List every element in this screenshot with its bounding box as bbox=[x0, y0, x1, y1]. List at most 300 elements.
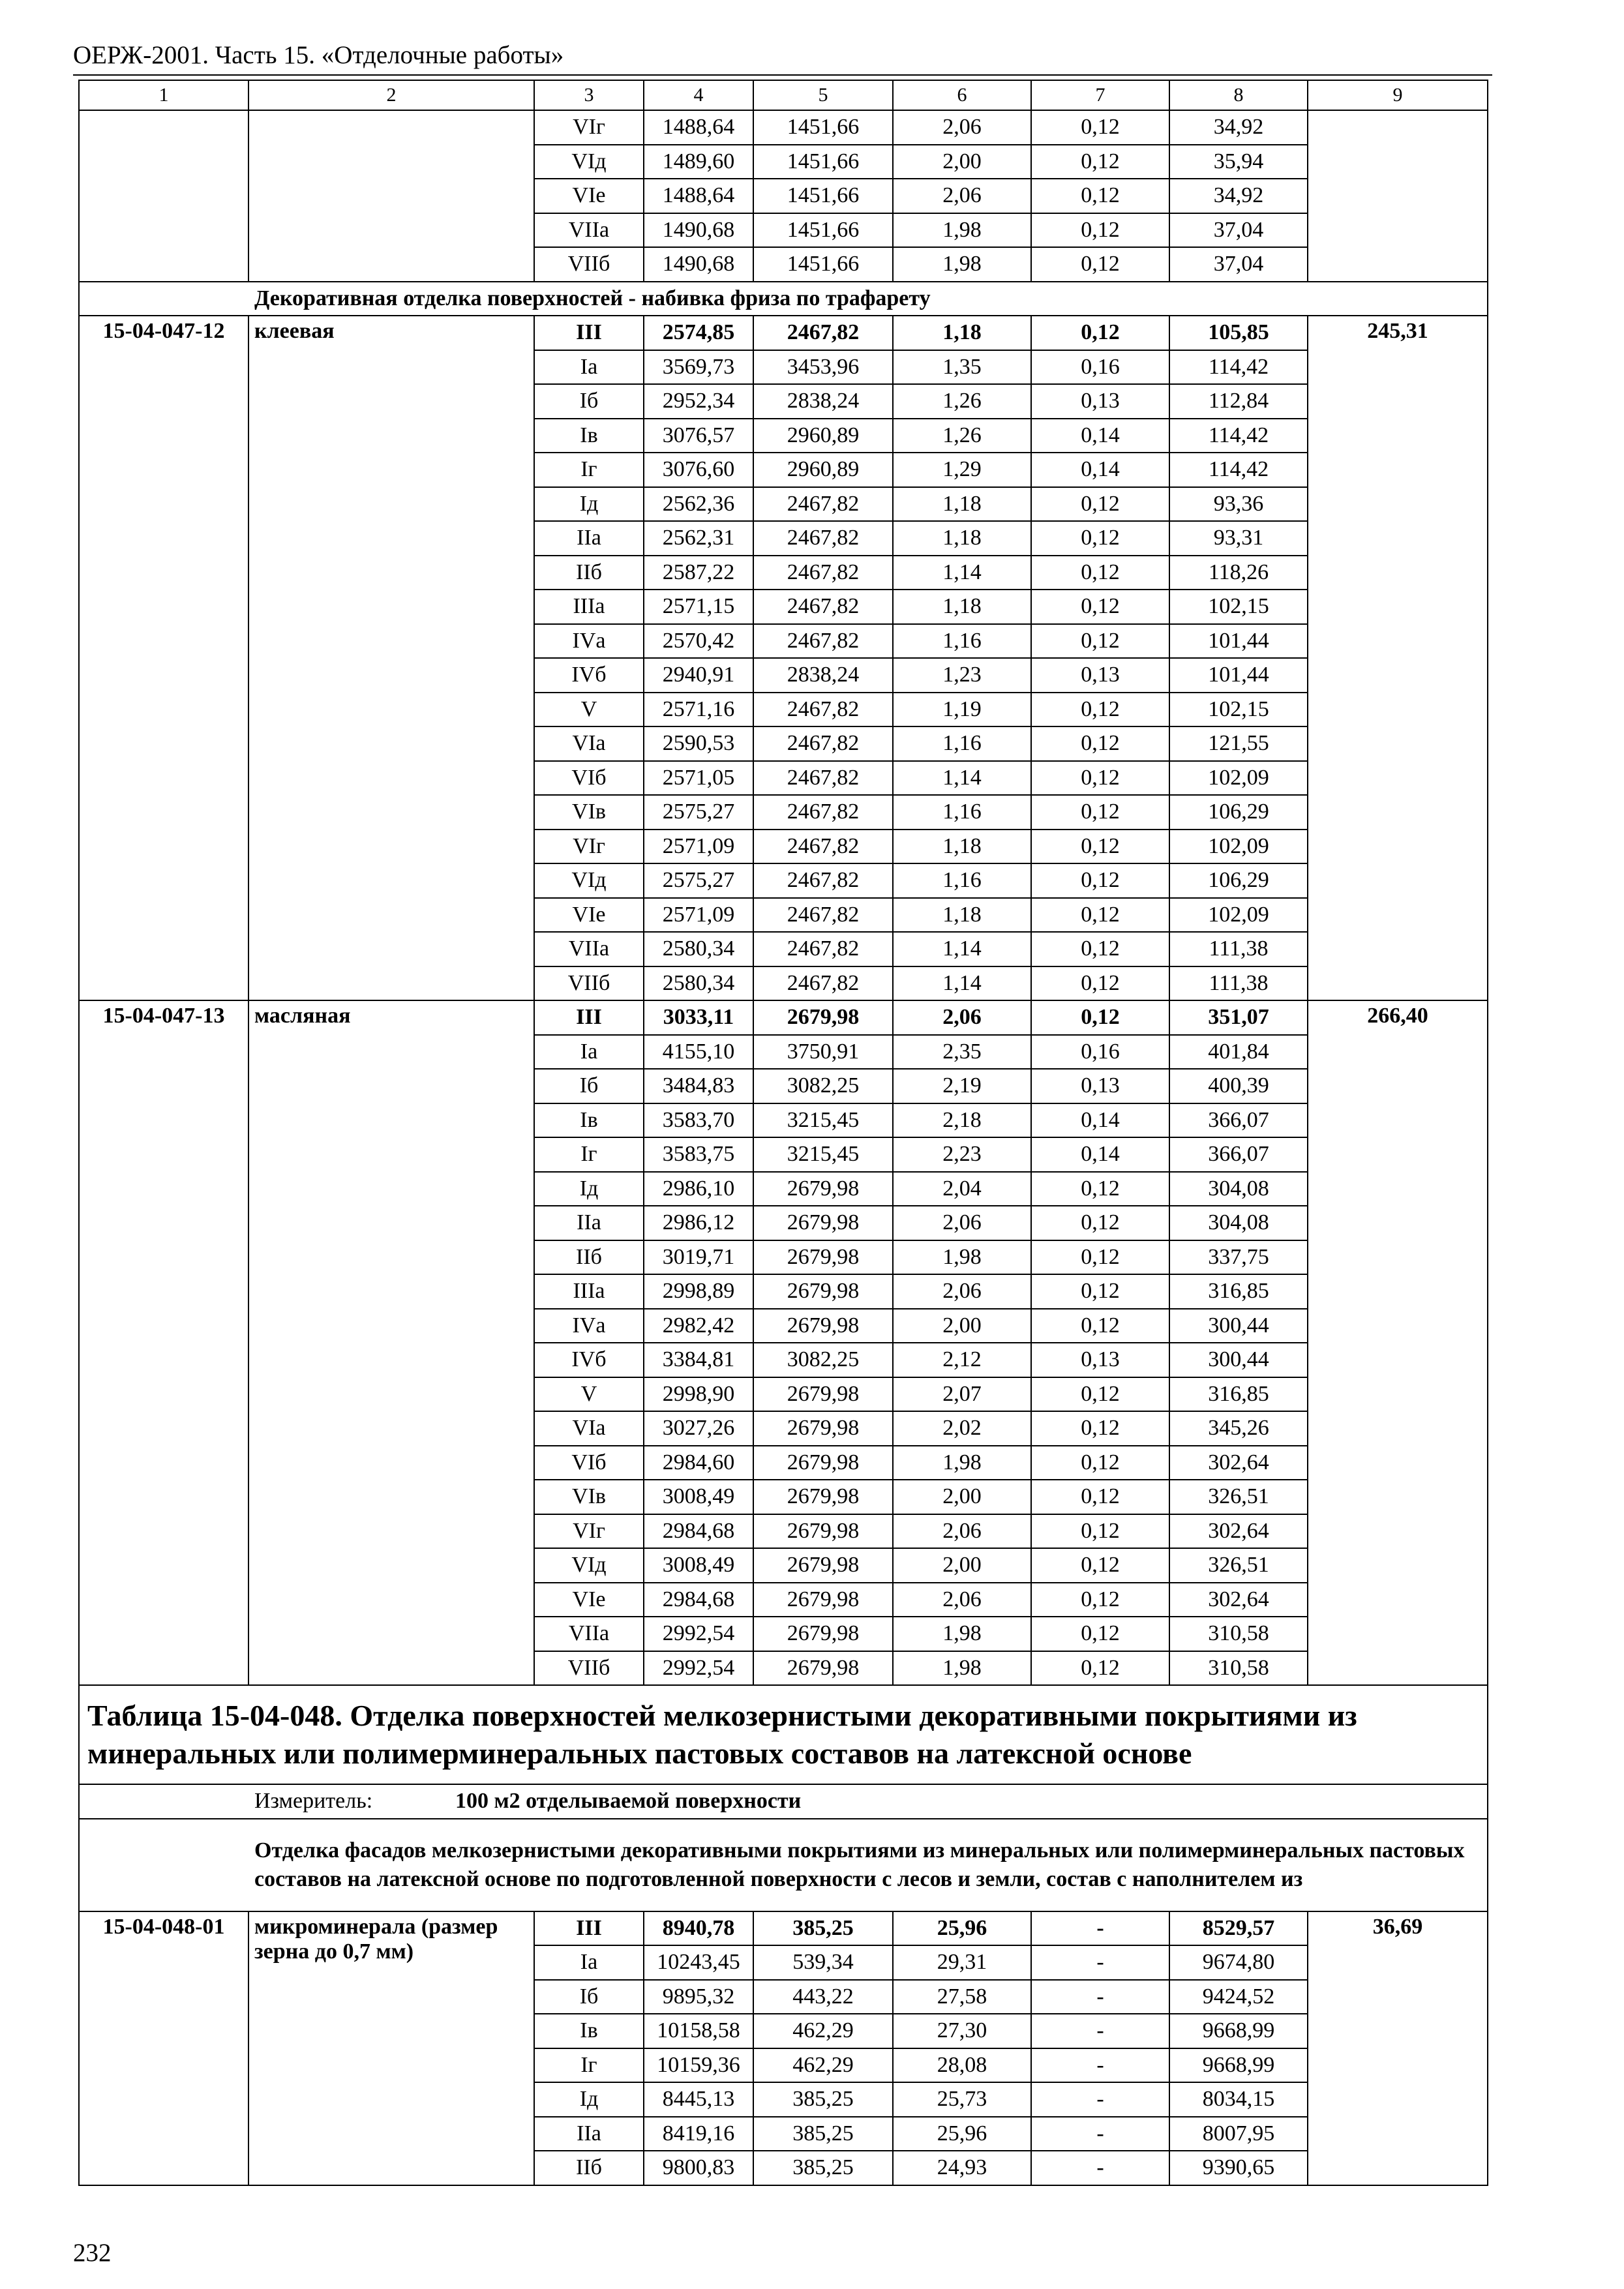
materials-cell: 114,42 bbox=[1169, 419, 1308, 453]
wage-cell: 2679,98 bbox=[753, 1377, 893, 1412]
direct-cost-cell: 3033,11 bbox=[644, 1000, 753, 1035]
materials-cell: 111,38 bbox=[1169, 932, 1308, 966]
page-number: 232 bbox=[73, 2239, 112, 2267]
materials-cell: 9674,80 bbox=[1169, 1945, 1308, 1980]
code-cell: 15-04-047-13 bbox=[79, 1000, 248, 1685]
machine-cell: 25,96 bbox=[893, 2117, 1031, 2151]
column-number-row bbox=[79, 80, 1488, 110]
machine-cell: 2,06 bbox=[893, 1583, 1031, 1617]
operator-wage-cell: 0,12 bbox=[1031, 1583, 1169, 1617]
direct-cost-cell: 2575,27 bbox=[644, 795, 753, 830]
direct-cost-cell: 3027,26 bbox=[644, 1411, 753, 1446]
class-cell: Iг bbox=[534, 453, 644, 487]
operator-wage-cell: 0,12 bbox=[1031, 932, 1169, 966]
machine-cell: 2,06 bbox=[893, 1274, 1031, 1309]
code-cell: 15-04-047-12 bbox=[79, 316, 248, 1000]
direct-cost-cell: 2570,42 bbox=[644, 624, 753, 659]
direct-cost-cell: 2992,54 bbox=[644, 1651, 753, 1686]
operator-wage-cell: 0,12 bbox=[1031, 761, 1169, 796]
materials-cell: 9424,52 bbox=[1169, 1980, 1308, 2014]
operator-wage-cell: 0,12 bbox=[1031, 1411, 1169, 1446]
class-cell: III bbox=[534, 1911, 644, 1946]
wage-cell: 3750,91 bbox=[753, 1035, 893, 1070]
machine-cell: 1,98 bbox=[893, 1617, 1031, 1651]
direct-cost-cell: 8940,78 bbox=[644, 1911, 753, 1946]
class-cell: V bbox=[534, 693, 644, 727]
class-cell: IVб bbox=[534, 658, 644, 693]
class-cell: VIе bbox=[534, 179, 644, 213]
wage-cell: 2467,82 bbox=[753, 761, 893, 796]
class-cell: VIа bbox=[534, 1411, 644, 1446]
materials-cell: 37,04 bbox=[1169, 213, 1308, 248]
materials-cell: 102,15 bbox=[1169, 590, 1308, 624]
class-cell: VIIа bbox=[534, 932, 644, 966]
class-cell: IVб bbox=[534, 1343, 644, 1377]
materials-cell: 9668,99 bbox=[1169, 2014, 1308, 2048]
wage-cell: 1451,66 bbox=[753, 213, 893, 248]
class-cell: IVа bbox=[534, 1309, 644, 1343]
materials-cell: 366,07 bbox=[1169, 1137, 1308, 1172]
operator-wage-cell: 0,12 bbox=[1031, 795, 1169, 830]
machine-cell: 1,98 bbox=[893, 213, 1031, 248]
materials-cell: 337,75 bbox=[1169, 1240, 1308, 1275]
direct-cost-cell: 8419,16 bbox=[644, 2117, 753, 2151]
machine-cell: 1,14 bbox=[893, 556, 1031, 590]
machine-cell: 1,98 bbox=[893, 247, 1031, 282]
machine-cell: 1,26 bbox=[893, 419, 1031, 453]
direct-cost-cell: 3569,73 bbox=[644, 350, 753, 385]
class-cell: Iд bbox=[534, 1172, 644, 1206]
wage-cell: 2467,82 bbox=[753, 316, 893, 350]
page-header: ОЕРЖ-2001. Часть 15. «Отделочные работы» bbox=[73, 41, 564, 69]
machine-cell: 1,98 bbox=[893, 1651, 1031, 1686]
materials-cell: 93,36 bbox=[1169, 487, 1308, 522]
machine-cell: 1,26 bbox=[893, 384, 1031, 419]
machine-cell: 1,18 bbox=[893, 830, 1031, 864]
class-cell: Iб bbox=[534, 384, 644, 419]
direct-cost-cell: 2998,89 bbox=[644, 1274, 753, 1309]
operator-wage-cell: 0,12 bbox=[1031, 863, 1169, 898]
operator-wage-cell: 0,12 bbox=[1031, 1172, 1169, 1206]
machine-cell: 1,23 bbox=[893, 658, 1031, 693]
direct-cost-cell: 2571,05 bbox=[644, 761, 753, 796]
wage-cell: 2467,82 bbox=[753, 726, 893, 761]
operator-wage-cell: 0,12 bbox=[1031, 145, 1169, 179]
direct-cost-cell: 3008,49 bbox=[644, 1480, 753, 1514]
materials-cell: 106,29 bbox=[1169, 863, 1308, 898]
machine-cell: 2,06 bbox=[893, 1000, 1031, 1035]
operator-wage-cell: 0,12 bbox=[1031, 247, 1169, 282]
class-cell: Iб bbox=[534, 1069, 644, 1103]
direct-cost-cell: 1488,64 bbox=[644, 179, 753, 213]
class-cell: IIа bbox=[534, 1206, 644, 1240]
wage-cell: 2679,98 bbox=[753, 1274, 893, 1309]
table-title-row bbox=[79, 1685, 1488, 1784]
materials-cell: 304,08 bbox=[1169, 1172, 1308, 1206]
materials-cell: 102,09 bbox=[1169, 898, 1308, 933]
machine-cell: 2,06 bbox=[893, 1514, 1031, 1549]
meter-value: 100 м2 отделываемой поверхности bbox=[455, 1789, 802, 1814]
operator-wage-cell: 0,12 bbox=[1031, 487, 1169, 522]
direct-cost-cell: 9895,32 bbox=[644, 1980, 753, 2014]
operator-wage-cell: 0,12 bbox=[1031, 590, 1169, 624]
wage-cell: 2467,82 bbox=[753, 521, 893, 556]
machine-cell: 24,93 bbox=[893, 2151, 1031, 2185]
direct-cost-cell: 2571,15 bbox=[644, 590, 753, 624]
operator-wage-cell: 0,16 bbox=[1031, 1035, 1169, 1070]
materials-cell: 102,15 bbox=[1169, 693, 1308, 727]
direct-cost-cell: 10159,36 bbox=[644, 2048, 753, 2083]
operator-wage-cell: - bbox=[1031, 2014, 1169, 2048]
operator-wage-cell: 0,12 bbox=[1031, 1206, 1169, 1240]
class-cell: VIIа bbox=[534, 213, 644, 248]
wage-cell: 2467,82 bbox=[753, 693, 893, 727]
wage-cell: 2467,82 bbox=[753, 830, 893, 864]
class-cell: VIе bbox=[534, 898, 644, 933]
machine-cell: 1,16 bbox=[893, 624, 1031, 659]
machine-cell: 2,06 bbox=[893, 1206, 1031, 1240]
class-cell: VIIб bbox=[534, 1651, 644, 1686]
section-title bbox=[79, 1819, 1488, 1911]
column-number: 9 bbox=[1308, 80, 1488, 110]
meter-cell bbox=[79, 1784, 1488, 1819]
class-cell: IVа bbox=[534, 624, 644, 659]
class-cell: Iб bbox=[534, 1980, 644, 2014]
direct-cost-cell: 4155,10 bbox=[644, 1035, 753, 1070]
materials-cell: 300,44 bbox=[1169, 1343, 1308, 1377]
direct-cost-cell: 3019,71 bbox=[644, 1240, 753, 1275]
operator-wage-cell: 0,13 bbox=[1031, 1343, 1169, 1377]
direct-cost-cell: 1489,60 bbox=[644, 145, 753, 179]
direct-cost-cell: 2940,91 bbox=[644, 658, 753, 693]
direct-cost-cell: 2986,10 bbox=[644, 1172, 753, 1206]
class-cell: VIг bbox=[534, 1514, 644, 1549]
materials-cell: 351,07 bbox=[1169, 1000, 1308, 1035]
operator-wage-cell: 0,13 bbox=[1031, 658, 1169, 693]
direct-cost-cell: 2580,34 bbox=[644, 966, 753, 1001]
machine-cell: 2,00 bbox=[893, 1548, 1031, 1583]
wage-cell: 2679,98 bbox=[753, 1514, 893, 1549]
materials-cell: 310,58 bbox=[1169, 1651, 1308, 1686]
direct-cost-cell: 2590,53 bbox=[644, 726, 753, 761]
operator-wage-cell: - bbox=[1031, 2151, 1169, 2185]
materials-cell: 366,07 bbox=[1169, 1103, 1308, 1138]
machine-cell: 1,18 bbox=[893, 521, 1031, 556]
direct-cost-cell: 2984,60 bbox=[644, 1446, 753, 1480]
direct-cost-cell: 2580,34 bbox=[644, 932, 753, 966]
total-cell: 36,69 bbox=[1308, 1911, 1488, 2185]
materials-cell: 93,31 bbox=[1169, 521, 1308, 556]
materials-cell: 345,26 bbox=[1169, 1411, 1308, 1446]
machine-cell: 25,96 bbox=[893, 1911, 1031, 1946]
operator-wage-cell: 0,12 bbox=[1031, 1548, 1169, 1583]
materials-cell: 35,94 bbox=[1169, 145, 1308, 179]
operator-wage-cell: 0,12 bbox=[1031, 693, 1169, 727]
table-row bbox=[79, 1000, 1488, 1035]
column-number: 5 bbox=[753, 80, 893, 110]
materials-cell: 121,55 bbox=[1169, 726, 1308, 761]
machine-cell: 2,04 bbox=[893, 1172, 1031, 1206]
machine-cell: 2,00 bbox=[893, 145, 1031, 179]
wage-cell: 2679,98 bbox=[753, 1206, 893, 1240]
materials-cell: 316,85 bbox=[1169, 1377, 1308, 1412]
direct-cost-cell: 3484,83 bbox=[644, 1069, 753, 1103]
operator-wage-cell: - bbox=[1031, 2048, 1169, 2083]
direct-cost-cell: 8445,13 bbox=[644, 2082, 753, 2117]
materials-cell: 101,44 bbox=[1169, 658, 1308, 693]
materials-cell: 8034,15 bbox=[1169, 2082, 1308, 2117]
direct-cost-cell: 2562,36 bbox=[644, 487, 753, 522]
meter-row bbox=[79, 1784, 1488, 1819]
wage-cell: 2679,98 bbox=[753, 1172, 893, 1206]
total-cell: 266,40 bbox=[1308, 1000, 1488, 1685]
class-cell: VIд bbox=[534, 1548, 644, 1583]
materials-cell: 9390,65 bbox=[1169, 2151, 1308, 2185]
materials-cell: 300,44 bbox=[1169, 1309, 1308, 1343]
machine-cell: 1,29 bbox=[893, 453, 1031, 487]
wage-cell: 1451,66 bbox=[753, 247, 893, 282]
direct-cost-cell: 2992,54 bbox=[644, 1617, 753, 1651]
direct-cost-cell: 2571,09 bbox=[644, 830, 753, 864]
wage-cell: 385,25 bbox=[753, 1911, 893, 1946]
operator-wage-cell: 0,12 bbox=[1031, 898, 1169, 933]
class-cell: VIе bbox=[534, 1583, 644, 1617]
direct-cost-cell: 2984,68 bbox=[644, 1583, 753, 1617]
direct-cost-cell: 2952,34 bbox=[644, 384, 753, 419]
materials-cell: 112,84 bbox=[1169, 384, 1308, 419]
code-cell bbox=[79, 110, 248, 282]
direct-cost-cell: 2575,27 bbox=[644, 863, 753, 898]
operator-wage-cell: 0,12 bbox=[1031, 1480, 1169, 1514]
machine-cell: 1,35 bbox=[893, 350, 1031, 385]
materials-cell: 102,09 bbox=[1169, 761, 1308, 796]
machine-cell: 1,16 bbox=[893, 795, 1031, 830]
class-cell: VIд bbox=[534, 863, 644, 898]
wage-cell: 2960,89 bbox=[753, 453, 893, 487]
operator-wage-cell: - bbox=[1031, 2117, 1169, 2151]
wage-cell: 2467,82 bbox=[753, 487, 893, 522]
materials-cell: 304,08 bbox=[1169, 1206, 1308, 1240]
materials-cell: 401,84 bbox=[1169, 1035, 1308, 1070]
machine-cell: 27,30 bbox=[893, 2014, 1031, 2048]
operator-wage-cell: 0,12 bbox=[1031, 1274, 1169, 1309]
direct-cost-cell: 2571,16 bbox=[644, 693, 753, 727]
operator-wage-cell: 0,14 bbox=[1031, 1137, 1169, 1172]
direct-cost-cell: 1490,68 bbox=[644, 247, 753, 282]
machine-cell: 2,12 bbox=[893, 1343, 1031, 1377]
wage-cell: 2467,82 bbox=[753, 966, 893, 1001]
wage-cell: 1451,66 bbox=[753, 145, 893, 179]
wage-cell: 2467,82 bbox=[753, 556, 893, 590]
class-cell: Iв bbox=[534, 2014, 644, 2048]
machine-cell: 27,58 bbox=[893, 1980, 1031, 2014]
wage-cell: 3082,25 bbox=[753, 1069, 893, 1103]
class-cell: Iд bbox=[534, 2082, 644, 2117]
name-cell: масляная bbox=[248, 1000, 534, 1685]
wage-cell: 2838,24 bbox=[753, 384, 893, 419]
machine-cell: 2,06 bbox=[893, 179, 1031, 213]
machine-cell: 29,31 bbox=[893, 1945, 1031, 1980]
operator-wage-cell: 0,12 bbox=[1031, 726, 1169, 761]
direct-cost-cell: 2587,22 bbox=[644, 556, 753, 590]
operator-wage-cell: 0,12 bbox=[1031, 110, 1169, 145]
materials-cell: 101,44 bbox=[1169, 624, 1308, 659]
operator-wage-cell: 0,14 bbox=[1031, 419, 1169, 453]
wage-cell: 2679,98 bbox=[753, 1617, 893, 1651]
meter-label: Измеритель: bbox=[254, 1789, 373, 1814]
wage-cell: 443,22 bbox=[753, 1980, 893, 2014]
wage-cell: 2467,82 bbox=[753, 795, 893, 830]
total-cell: 245,31 bbox=[1308, 316, 1488, 1000]
machine-cell: 2,02 bbox=[893, 1411, 1031, 1446]
materials-cell: 302,64 bbox=[1169, 1514, 1308, 1549]
operator-wage-cell: 0,12 bbox=[1031, 1514, 1169, 1549]
class-cell: VIг bbox=[534, 830, 644, 864]
machine-cell: 2,35 bbox=[893, 1035, 1031, 1070]
direct-cost-cell: 3008,49 bbox=[644, 1548, 753, 1583]
machine-cell: 28,08 bbox=[893, 2048, 1031, 2083]
materials-cell: 114,42 bbox=[1169, 453, 1308, 487]
machine-cell: 2,00 bbox=[893, 1309, 1031, 1343]
name-cell: клеевая bbox=[248, 316, 534, 1000]
class-cell: VIв bbox=[534, 795, 644, 830]
direct-cost-cell: 3583,75 bbox=[644, 1137, 753, 1172]
direct-cost-cell: 3384,81 bbox=[644, 1343, 753, 1377]
class-cell: Iа bbox=[534, 1035, 644, 1070]
machine-cell: 1,18 bbox=[893, 898, 1031, 933]
section-title-text: Отделка фасадов мелкозернистыми декоративными покрытиями из минеральных или полимерминеральных пастовых составов на латексной основе по подготовленной поверхности с лесов и земли, состав с наполнителем из bbox=[79, 1819, 1488, 1911]
direct-cost-cell: 3076,60 bbox=[644, 453, 753, 487]
wage-cell: 2679,98 bbox=[753, 1000, 893, 1035]
price-table bbox=[78, 80, 1488, 2186]
wage-cell: 385,25 bbox=[753, 2082, 893, 2117]
wage-cell: 3215,45 bbox=[753, 1103, 893, 1138]
materials-cell: 114,42 bbox=[1169, 350, 1308, 385]
operator-wage-cell: 0,12 bbox=[1031, 179, 1169, 213]
machine-cell: 1,98 bbox=[893, 1446, 1031, 1480]
class-cell: Iд bbox=[534, 487, 644, 522]
table-row bbox=[79, 110, 1488, 145]
operator-wage-cell: 0,12 bbox=[1031, 316, 1169, 350]
direct-cost-cell: 3076,57 bbox=[644, 419, 753, 453]
machine-cell: 1,18 bbox=[893, 590, 1031, 624]
machine-cell: 2,07 bbox=[893, 1377, 1031, 1412]
class-cell: IIIа bbox=[534, 590, 644, 624]
class-cell: Iа bbox=[534, 1945, 644, 1980]
wage-cell: 462,29 bbox=[753, 2048, 893, 2083]
class-cell: VIа bbox=[534, 726, 644, 761]
direct-cost-cell: 9800,83 bbox=[644, 2151, 753, 2185]
materials-cell: 302,64 bbox=[1169, 1446, 1308, 1480]
machine-cell: 2,00 bbox=[893, 1480, 1031, 1514]
operator-wage-cell: 0,13 bbox=[1031, 384, 1169, 419]
wage-cell: 2467,82 bbox=[753, 863, 893, 898]
wage-cell: 2467,82 bbox=[753, 624, 893, 659]
column-number: 7 bbox=[1031, 80, 1169, 110]
class-cell: VIб bbox=[534, 1446, 644, 1480]
operator-wage-cell: 0,12 bbox=[1031, 1651, 1169, 1686]
operator-wage-cell: - bbox=[1031, 1980, 1169, 2014]
machine-cell: 1,14 bbox=[893, 932, 1031, 966]
materials-cell: 105,85 bbox=[1169, 316, 1308, 350]
class-cell: IIб bbox=[534, 2151, 644, 2185]
column-number: 1 bbox=[79, 80, 248, 110]
machine-cell: 2,18 bbox=[893, 1103, 1031, 1138]
wage-cell: 539,34 bbox=[753, 1945, 893, 1980]
materials-cell: 34,92 bbox=[1169, 110, 1308, 145]
table-row bbox=[79, 316, 1488, 350]
operator-wage-cell: - bbox=[1031, 1911, 1169, 1946]
class-cell: IIб bbox=[534, 1240, 644, 1275]
class-cell: VIIб bbox=[534, 247, 644, 282]
materials-cell: 316,85 bbox=[1169, 1274, 1308, 1309]
machine-cell: 1,14 bbox=[893, 761, 1031, 796]
materials-cell: 111,38 bbox=[1169, 966, 1308, 1001]
operator-wage-cell: 0,12 bbox=[1031, 624, 1169, 659]
materials-cell: 302,64 bbox=[1169, 1583, 1308, 1617]
name-cell: микроминерала (размер зерна до 0,7 мм) bbox=[248, 1911, 534, 2185]
class-cell: Iг bbox=[534, 2048, 644, 2083]
direct-cost-cell: 2982,42 bbox=[644, 1309, 753, 1343]
column-number: 8 bbox=[1169, 80, 1308, 110]
class-cell: IIа bbox=[534, 521, 644, 556]
operator-wage-cell: 0,12 bbox=[1031, 1617, 1169, 1651]
materials-cell: 118,26 bbox=[1169, 556, 1308, 590]
table-row bbox=[79, 1911, 1488, 1946]
operator-wage-cell: 0,12 bbox=[1031, 1377, 1169, 1412]
machine-cell: 1,18 bbox=[893, 487, 1031, 522]
section-title-text: Декоративная отделка поверхностей - набивка фриза по трафарету bbox=[79, 282, 1488, 316]
wage-cell: 2467,82 bbox=[753, 932, 893, 966]
direct-cost-cell: 1488,64 bbox=[644, 110, 753, 145]
header-rule bbox=[73, 74, 1492, 76]
operator-wage-cell: 0,12 bbox=[1031, 556, 1169, 590]
class-cell: IIIа bbox=[534, 1274, 644, 1309]
wage-cell: 2679,98 bbox=[753, 1480, 893, 1514]
class-cell: Iв bbox=[534, 1103, 644, 1138]
column-number: 3 bbox=[534, 80, 644, 110]
operator-wage-cell: 0,12 bbox=[1031, 966, 1169, 1001]
materials-cell: 9668,99 bbox=[1169, 2048, 1308, 2083]
machine-cell: 1,14 bbox=[893, 966, 1031, 1001]
operator-wage-cell: 0,12 bbox=[1031, 521, 1169, 556]
wage-cell: 2960,89 bbox=[753, 419, 893, 453]
column-number: 4 bbox=[644, 80, 753, 110]
direct-cost-cell: 2562,31 bbox=[644, 521, 753, 556]
wage-cell: 462,29 bbox=[753, 2014, 893, 2048]
machine-cell: 1,16 bbox=[893, 863, 1031, 898]
operator-wage-cell: 0,13 bbox=[1031, 1069, 1169, 1103]
class-cell: VIв bbox=[534, 1480, 644, 1514]
class-cell: VIд bbox=[534, 145, 644, 179]
direct-cost-cell: 2984,68 bbox=[644, 1514, 753, 1549]
class-cell: Iв bbox=[534, 419, 644, 453]
name-cell bbox=[248, 110, 534, 282]
machine-cell: 2,06 bbox=[893, 110, 1031, 145]
materials-cell: 310,58 bbox=[1169, 1617, 1308, 1651]
class-cell: VIб bbox=[534, 761, 644, 796]
operator-wage-cell: 0,12 bbox=[1031, 1000, 1169, 1035]
wage-cell: 385,25 bbox=[753, 2151, 893, 2185]
machine-cell: 1,98 bbox=[893, 1240, 1031, 1275]
wage-cell: 2679,98 bbox=[753, 1411, 893, 1446]
section-title bbox=[79, 282, 1488, 316]
operator-wage-cell: 0,12 bbox=[1031, 1446, 1169, 1480]
wage-cell: 385,25 bbox=[753, 2117, 893, 2151]
wage-cell: 1451,66 bbox=[753, 179, 893, 213]
materials-cell: 326,51 bbox=[1169, 1480, 1308, 1514]
wage-cell: 2838,24 bbox=[753, 658, 893, 693]
